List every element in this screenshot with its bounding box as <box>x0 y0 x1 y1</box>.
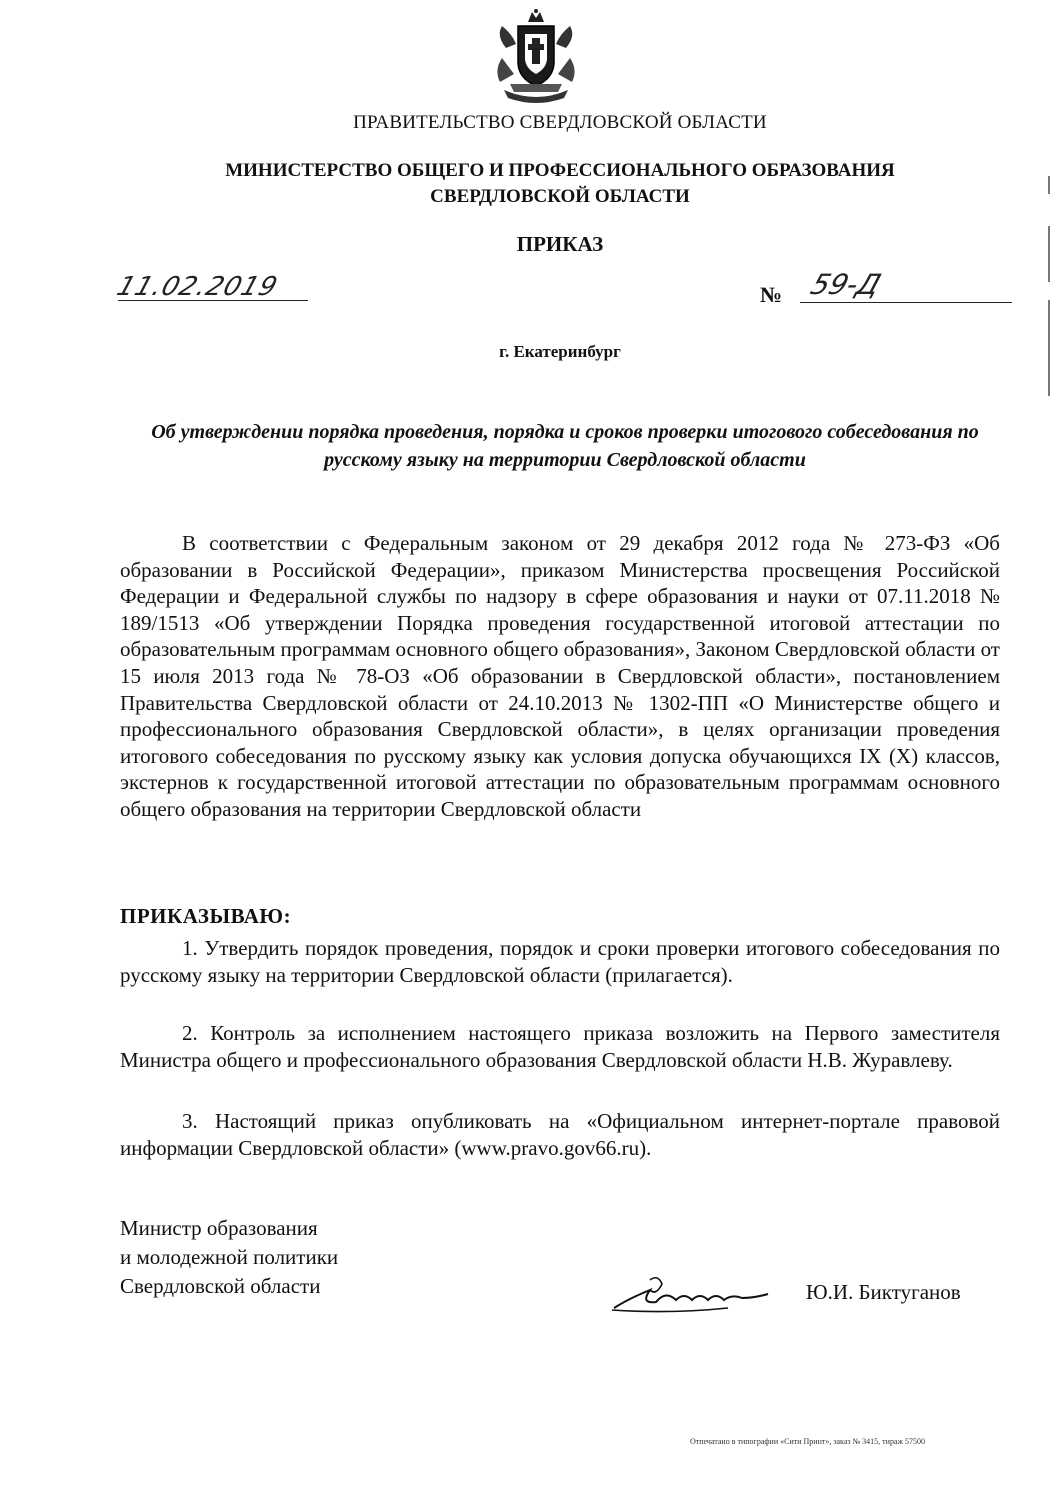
document-type-title: ПРИКАЗ <box>516 232 604 256</box>
ministry-line-1: МИНИСТЕРСТВО ОБЩЕГО И ПРОФЕССИОНАЛЬНОГО ОБРАЗОВАНИЯ <box>225 160 895 181</box>
order-item-3: 3. Настоящий приказ опубликовать на «Официальном интернет-портале правовой информации Свердловской области» (www.pravo.gov66.ru). <box>120 1109 1000 1160</box>
order-date-handwritten: 11.02.2019 <box>113 272 282 302</box>
signer-position-line-2: и молодежной политики <box>120 1245 339 1269</box>
ministry-heading <box>34 158 1052 210</box>
date-underline <box>118 300 308 301</box>
printer-note: Отпечатано в типографии «Сити Принт», заказ № 3415, тираж 57500 <box>690 1437 926 1446</box>
government-heading: ПРАВИТЕЛЬСТВО СВЕРДЛОВСКОЙ ОБЛАСТИ <box>353 112 767 133</box>
decree-heading: ПРИКАЗЫВАЮ: <box>120 904 292 928</box>
order-item-1: 1. Утвердить порядок проведения, порядок и сроки проверки итогового собеседования по русскому языку на территории Свердловской области (прилагается). <box>120 936 1000 987</box>
signer-position-line-1: Министр образования <box>120 1216 318 1240</box>
order-subject: Об утверждении порядка проведения, порядка и сроков проверки итогового собеседования по русскому языку на территории Свердловской области <box>151 421 979 471</box>
coat-of-arms-emblem <box>492 8 580 106</box>
scan-edge-mark <box>1048 226 1050 282</box>
scan-edge-mark <box>1048 176 1050 194</box>
scan-edge-mark <box>1048 300 1050 396</box>
preamble-paragraph: В соответствии с Федеральным законом от 29 декабря 2012 года № 273-ФЗ «Об образовании в Российской Федерации», приказом Министерства просвещения Российской Федерации и Федеральной службы по надзору в сфере образования и науки от 07.11.2018 № 189/1513 «Об утверждении Порядка проведения государственной итоговой аттестации по образовательным программам основного общего образования», Законом Свердловской области от 15 июля 2013 года № 78-ОЗ «Об образовании в Свердловской области», постановлением Правительства Свердловской области от 24.10.2013 № 1302-ПП «О Министерстве общего и профессионального образования Свердловской области», в целях организации проведения итогового собеседования по русскому языку как условия допуска обучающихся IX (X) классов, экстернов к государственной итоговой аттестации по образовательным программам основного общего образования на территории Свердловской области <box>120 531 1000 821</box>
signer-position <box>120 1214 338 1301</box>
signer-name: Ю.И. Биктуганов <box>806 1280 961 1304</box>
order-number-handwritten: 59-Д <box>806 268 885 301</box>
number-underline <box>800 302 1012 303</box>
city-label: г. Екатеринбург <box>499 342 621 361</box>
signer-position-line-3: Свердловской области <box>120 1274 321 1298</box>
ministry-line-2: СВЕРДЛОВСКОЙ ОБЛАСТИ <box>430 186 690 207</box>
order-item-2: 2. Контроль за исполнением настоящего приказа возложить на Первого заместителя Министра общего и профессионального образования Свердловской области Н.В. Журавлеву. <box>120 1021 1000 1072</box>
handwritten-signature <box>610 1268 778 1316</box>
order-number-label: № <box>760 282 783 307</box>
